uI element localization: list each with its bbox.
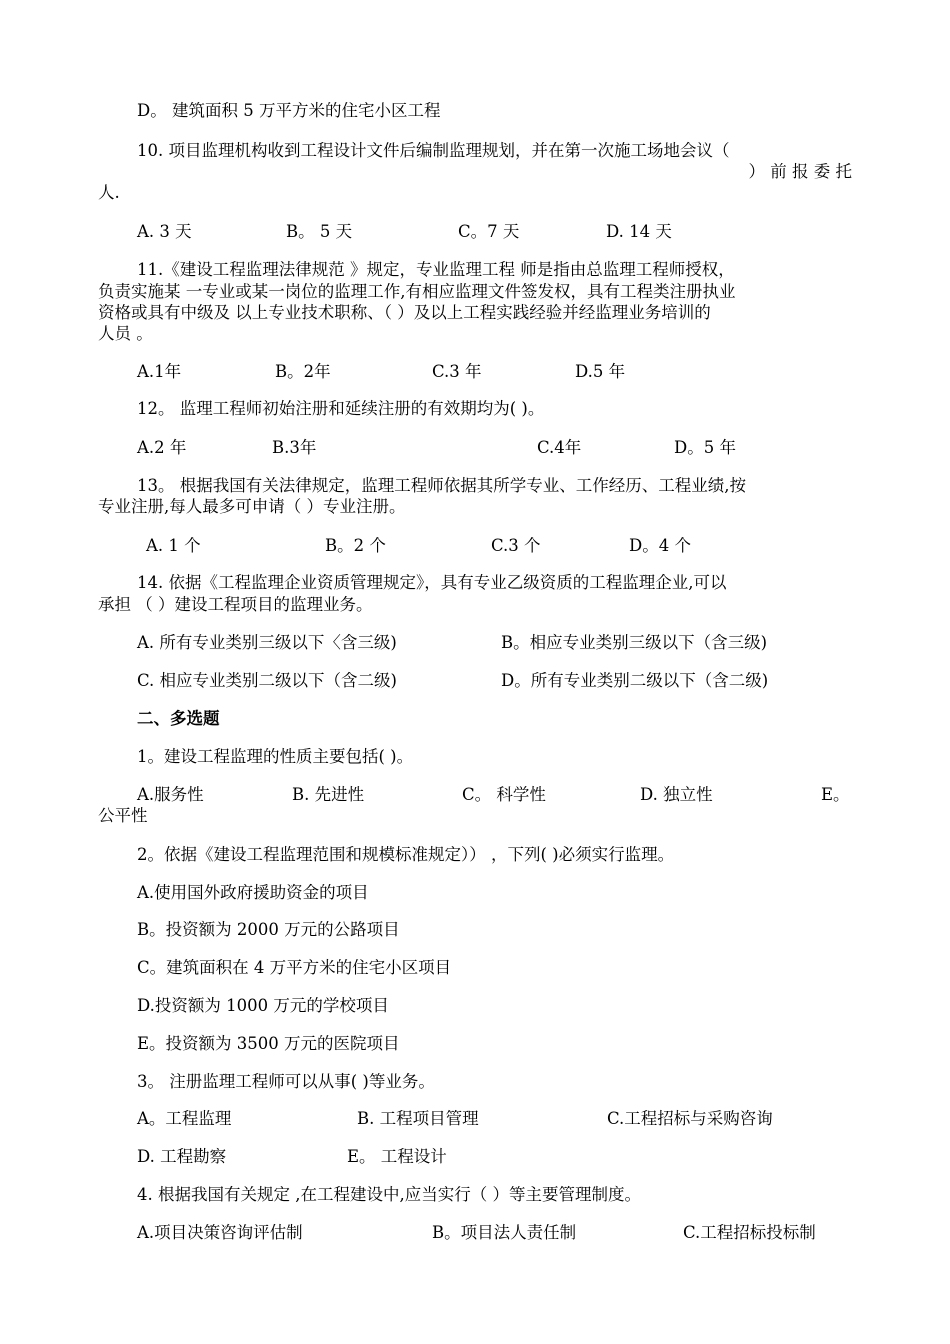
q13-option-c: C.3 个: [491, 536, 541, 555]
q11-text-line1: 11.《建设工程监理法律规范 》规定，专业监理工程 师是指由总监理工程师授权，: [137, 260, 735, 279]
m2-option-e: E。投资额为 3500 万元的医院项目: [137, 1034, 400, 1053]
q13-option-a: A. 1 个: [146, 536, 201, 555]
q13-text-line2: 专业注册,每人最多可申请（ ）专业注册。: [98, 497, 406, 516]
m3-option-c: C.工程招标与采购咨询: [607, 1109, 773, 1128]
m1-option-d: D. 独立性: [640, 785, 713, 804]
q10-option-a: A. 3 天: [137, 222, 192, 241]
q11-option-d: D.5 年: [575, 362, 626, 381]
q12-text-line1: 12。 监理工程师初始注册和延续注册的有效期均为( )。: [137, 399, 545, 418]
m4-option-c: C.工程招标投标制: [683, 1223, 816, 1242]
q13-text-line1: 13。 根据我国有关法律规定，监理工程师依据其所学专业、工作经历、工程业绩,按: [137, 476, 746, 495]
q10-option-c: C。7 天: [458, 222, 520, 241]
q11-text-line2: 负责实施某 一专业或某一岗位的监理工作,有相应监理文件签发权，具有工程类注册执业: [98, 282, 736, 301]
q12-option-b: B.3年: [272, 438, 317, 457]
m1-option-c: C。 科学性: [462, 785, 546, 804]
q13-option-d: D。4 个: [629, 536, 691, 555]
q11-option-a: A.1年: [137, 362, 182, 381]
m1-option-e-text: 公平性: [98, 806, 148, 825]
q14-option-d: D。所有专业类别二级以下（含二级): [501, 671, 769, 690]
q14-text-line2: 承担 （ ）建设工程项目的监理业务。: [98, 595, 373, 614]
q13-option-b: B。2 个: [325, 536, 386, 555]
m3-option-b: B. 工程项目管理: [357, 1109, 479, 1128]
m3-option-e: E。 工程设计: [347, 1147, 447, 1166]
m3-option-d: D. 工程勘察: [137, 1147, 227, 1166]
q10-text-line3: 人.: [98, 183, 120, 202]
m2-option-b: B。投资额为 2000 万元的公路项目: [137, 920, 400, 939]
m2-text-line1: 2。依据《建设工程监理范围和规模标准规定）） ，下列( )必须实行监理。: [137, 845, 675, 864]
q14-text-line1: 14. 依据《工程监理企业资质管理规定》，具有专业乙级资质的工程监理企业,可以: [137, 573, 727, 592]
section-heading: 二、多选题: [137, 709, 220, 728]
m1-text-line1: 1。建设工程监理的性质主要包括( )。: [137, 747, 414, 766]
q11-text-line3: 资格或具有中级及 以上专业技术职称、（ ）及以上工程实践经验并经监理业务培训的: [98, 303, 711, 322]
q10-text-line2: ） 前 报 委 托: [748, 162, 852, 181]
m4-text-line1: 4. 根据我国有关规定 ,在工程建设中,应当实行（ ）等主要管理制度。: [137, 1185, 641, 1204]
m2-option-d: D.投资额为 1000 万元的学校项目: [137, 996, 389, 1015]
q10-option-b: B。 5 天: [286, 222, 353, 241]
m1-option-b: B. 先进性: [292, 785, 365, 804]
q11-text-line4: 人员 。: [98, 324, 153, 343]
q9-option-d: D。 建筑面积 5 万平方米的住宅小区工程: [137, 101, 441, 120]
m1-option-a: A.服务性: [137, 785, 204, 804]
m3-option-a: A。工程监理: [137, 1109, 232, 1128]
m2-option-c: C。建筑面积在 4 万平方米的住宅小区项目: [137, 958, 452, 977]
q10-option-d: D. 14 天: [606, 222, 672, 241]
q11-option-c: C.3 年: [432, 362, 482, 381]
m4-option-a: A.项目决策咨询评估制: [137, 1223, 303, 1242]
q14-option-c: C. 相应专业类别二级以下（含二级): [137, 671, 397, 690]
q14-option-a: A. 所有专业类别三级以下〈含三级): [137, 633, 397, 652]
q12-option-d: D。5 年: [674, 438, 736, 457]
q12-option-a: A.2 年: [137, 438, 187, 457]
q12-option-c: C.4年: [537, 438, 582, 457]
q14-option-b: B。相应专业类别三级以下（含三级): [501, 633, 768, 652]
m1-option-e: E。: [821, 785, 850, 804]
m3-text-line1: 3。 注册监理工程师可以从事( )等业务。: [137, 1072, 435, 1091]
q11-option-b: B。2年: [275, 362, 331, 381]
q10-text-line1: 10. 项目监理机构收到工程设计文件后编制监理规划，并在第一次施工场地会议（: [137, 141, 730, 160]
m4-option-b: B。项目法人责任制: [432, 1223, 577, 1242]
m2-option-a: A.使用国外政府援助资金的项目: [137, 883, 369, 902]
